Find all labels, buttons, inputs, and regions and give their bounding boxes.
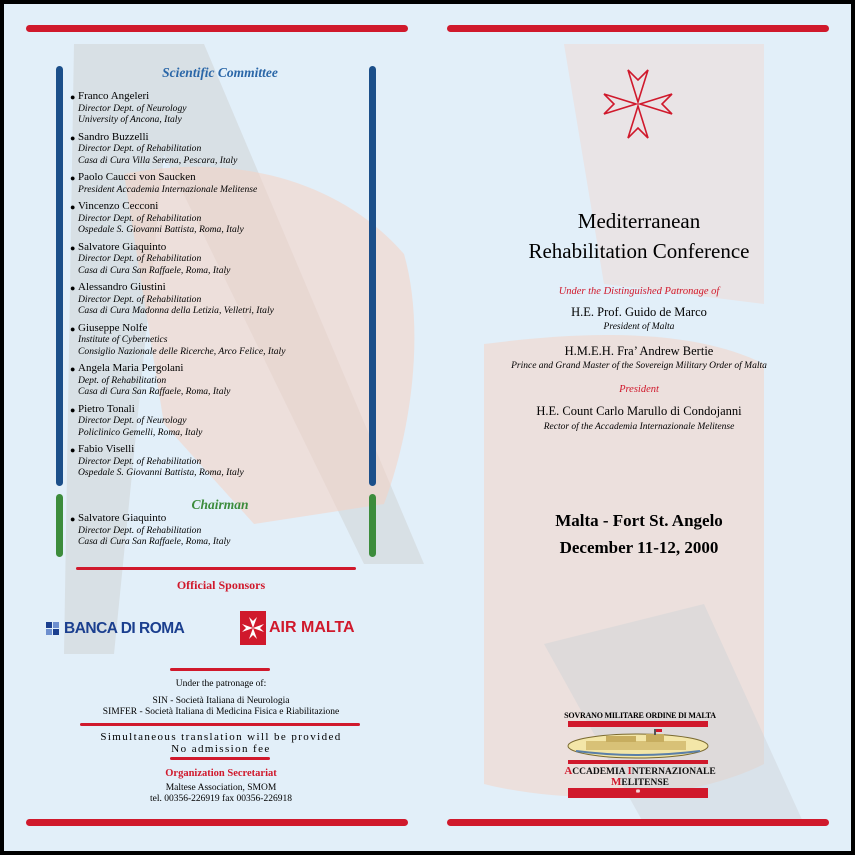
member-name: Giuseppe Nolfe	[78, 321, 148, 334]
divider-translation	[80, 723, 360, 726]
patron2-name: H.M.E.H. Fra’ Andrew Bertie	[564, 344, 714, 358]
committee-member	[70, 130, 378, 167]
member-role: Policlinico Gemelli, Roma, Italy	[78, 426, 203, 438]
committee-member	[70, 281, 378, 317]
conference-title-line1: Mediterranean	[577, 209, 701, 233]
air-malta-logo	[240, 611, 355, 645]
president-name: H.E. Count Carlo Marullo di Condojanni	[536, 404, 742, 418]
member-role: Director Dept. of Rehabilitation	[78, 293, 202, 305]
venue-location: Malta - Fort St. Angelo	[555, 511, 723, 530]
chairman-name: Salvatore Giaquinto	[78, 512, 167, 524]
member-name: Pietro Tonali	[78, 402, 135, 415]
fort-st-angelo-image	[566, 729, 710, 759]
member-role: Casa di Cura San Raffaele, Roma, Italy	[78, 264, 231, 276]
academy-star: *	[635, 788, 641, 799]
member-role: Director Dept. of Neurology	[78, 102, 187, 114]
air-malta-text: AIR MALTA	[269, 619, 355, 636]
member-role: Director Dept. of Neurology	[78, 415, 187, 426]
committee-member	[70, 240, 378, 277]
patronage-simfer: SIMFER - Società Italiana di Medicina Fisica e Riabilitazione	[102, 707, 340, 717]
member-role: Dept. of Rehabilitation	[78, 374, 167, 386]
member-name: Sandro Buzzelli	[78, 130, 149, 143]
divider-secretariat	[170, 757, 270, 760]
secretariat-name: Maltese Association, SMOM	[165, 783, 277, 793]
bottom-bar-right	[447, 819, 829, 826]
distinguished-patronage-label: Under the Distinguished Patronage of	[558, 286, 720, 297]
committee-member	[70, 443, 378, 479]
venue-dates: December 11-12, 2000	[559, 538, 719, 557]
bullet: ●	[70, 92, 76, 102]
chairman-role: Director Dept. of Rehabilitation	[78, 524, 202, 536]
member-role: Casa di Cura Villa Serena, Pescara, Italy	[78, 154, 238, 166]
member-name: Salvatore Giaquinto	[78, 240, 167, 253]
member-role: University of Ancona, Italy	[78, 114, 182, 125]
divider-patronage	[170, 668, 270, 671]
banca-di-roma-logo	[46, 618, 184, 640]
academy-mid-bar	[568, 760, 708, 764]
bullet: ●	[70, 242, 76, 253]
bottom-bar-left	[26, 819, 408, 826]
maltese-cross-icon	[600, 66, 676, 142]
member-role: Director Dept. of Rehabilitation	[78, 143, 202, 154]
committee-member	[70, 402, 378, 439]
committee-member	[70, 200, 378, 236]
member-role: Director Dept. of Rehabilitation	[78, 455, 202, 467]
chairman-entry	[70, 512, 378, 548]
committee-member	[70, 90, 378, 126]
banca-di-roma-text: BANCA DI ROMA	[64, 620, 185, 637]
patron2-role: Prince and Grand Master of the Sovereign Military Order of Malta	[511, 361, 767, 371]
bullet: ●	[70, 202, 76, 212]
bullet: ●	[70, 445, 76, 455]
member-role: Ospedale S. Giovanni Battista, Roma, Italy	[78, 467, 244, 478]
committee-list	[70, 90, 378, 485]
member-name: Franco Angeleri	[78, 90, 150, 102]
member-name: Vincenzo Cecconi	[78, 200, 159, 212]
academy-bottom-bar	[568, 788, 708, 798]
member-role: Director Dept. of Rehabilitation	[78, 212, 202, 224]
academy-top-bar	[568, 721, 708, 727]
top-bar-right	[447, 25, 829, 32]
translation-note	[76, 731, 366, 755]
committee-member	[70, 321, 378, 358]
member-name: Angela Maria Pergolani	[78, 362, 184, 374]
committee-member	[70, 171, 378, 195]
bullet: ●	[70, 132, 76, 143]
committee-bar-left	[56, 66, 63, 486]
president-role: Rector of the Accademia Internazionale Melitense	[543, 422, 735, 432]
member-role: Casa di Cura San Raffaele, Roma, Italy	[78, 386, 231, 397]
bullet: ●	[70, 404, 76, 415]
patronage-sin: SIN - Società Italiana di Neurologia	[152, 696, 290, 706]
member-role: Consiglio Nazionale delle Ricerche, Arco Felice, Italy	[78, 345, 286, 357]
conference-title-line2: Rehabilitation Conference	[528, 239, 750, 263]
divider-sponsors	[76, 567, 356, 570]
bullet: ●	[70, 173, 76, 183]
committee-title: Scientific Committee	[162, 65, 278, 80]
venue-block	[454, 507, 824, 561]
member-role: Ospedale S. Giovanni Battista, Roma, Italy	[78, 224, 244, 235]
bullet: ●	[70, 283, 76, 293]
air-malta-cross-icon	[240, 611, 266, 645]
member-name: Paolo Caucci von Saucken	[78, 171, 196, 183]
conference-title	[454, 206, 824, 266]
secretariat-title: Organization Secretariat	[165, 768, 277, 779]
secretariat-contact: tel. 00356-226919 fax 00356-226918	[150, 794, 292, 804]
patron1-role: President of Malta	[603, 322, 675, 332]
sponsors-title: Official Sponsors	[176, 578, 266, 592]
brochure-page	[4, 4, 851, 851]
member-name: Fabio Viselli	[78, 443, 135, 455]
top-bar-left	[26, 25, 408, 32]
bullet: ●	[70, 514, 76, 524]
member-role: President Accademia Internazionale Melitense	[78, 183, 258, 195]
smom-title: SOVRANO MILITARE ORDINE DI MALTA	[564, 711, 716, 720]
member-role: Director Dept. of Rehabilitation	[78, 253, 202, 264]
academy-name-line2: MELITENSE	[611, 776, 669, 788]
member-name: Alessandro Giustini	[78, 281, 166, 293]
bullet: ●	[70, 364, 76, 374]
chairman-title: Chairman	[191, 497, 249, 512]
translation-line: Simultaneous translation will be provided	[100, 731, 342, 743]
member-role: Casa di Cura Madonna della Letizia, Velletri, Italy	[78, 305, 274, 316]
president-label: President	[619, 384, 659, 395]
academy-name-line1: ACCADEMIA INTERNAZIONALE	[564, 765, 716, 777]
banca-di-roma-mark-icon	[46, 622, 62, 636]
chairman-affiliation: Casa di Cura San Raffaele, Roma, Italy	[78, 536, 231, 547]
patron1-name: H.E. Prof. Guido de Marco	[571, 305, 707, 319]
bullet: ●	[70, 323, 76, 334]
committee-member	[70, 362, 378, 398]
patronage-label: Under the patronage of:	[175, 679, 267, 689]
member-role: Institute of Cybernetics	[78, 334, 168, 345]
admission-line: No admission fee	[171, 743, 271, 755]
